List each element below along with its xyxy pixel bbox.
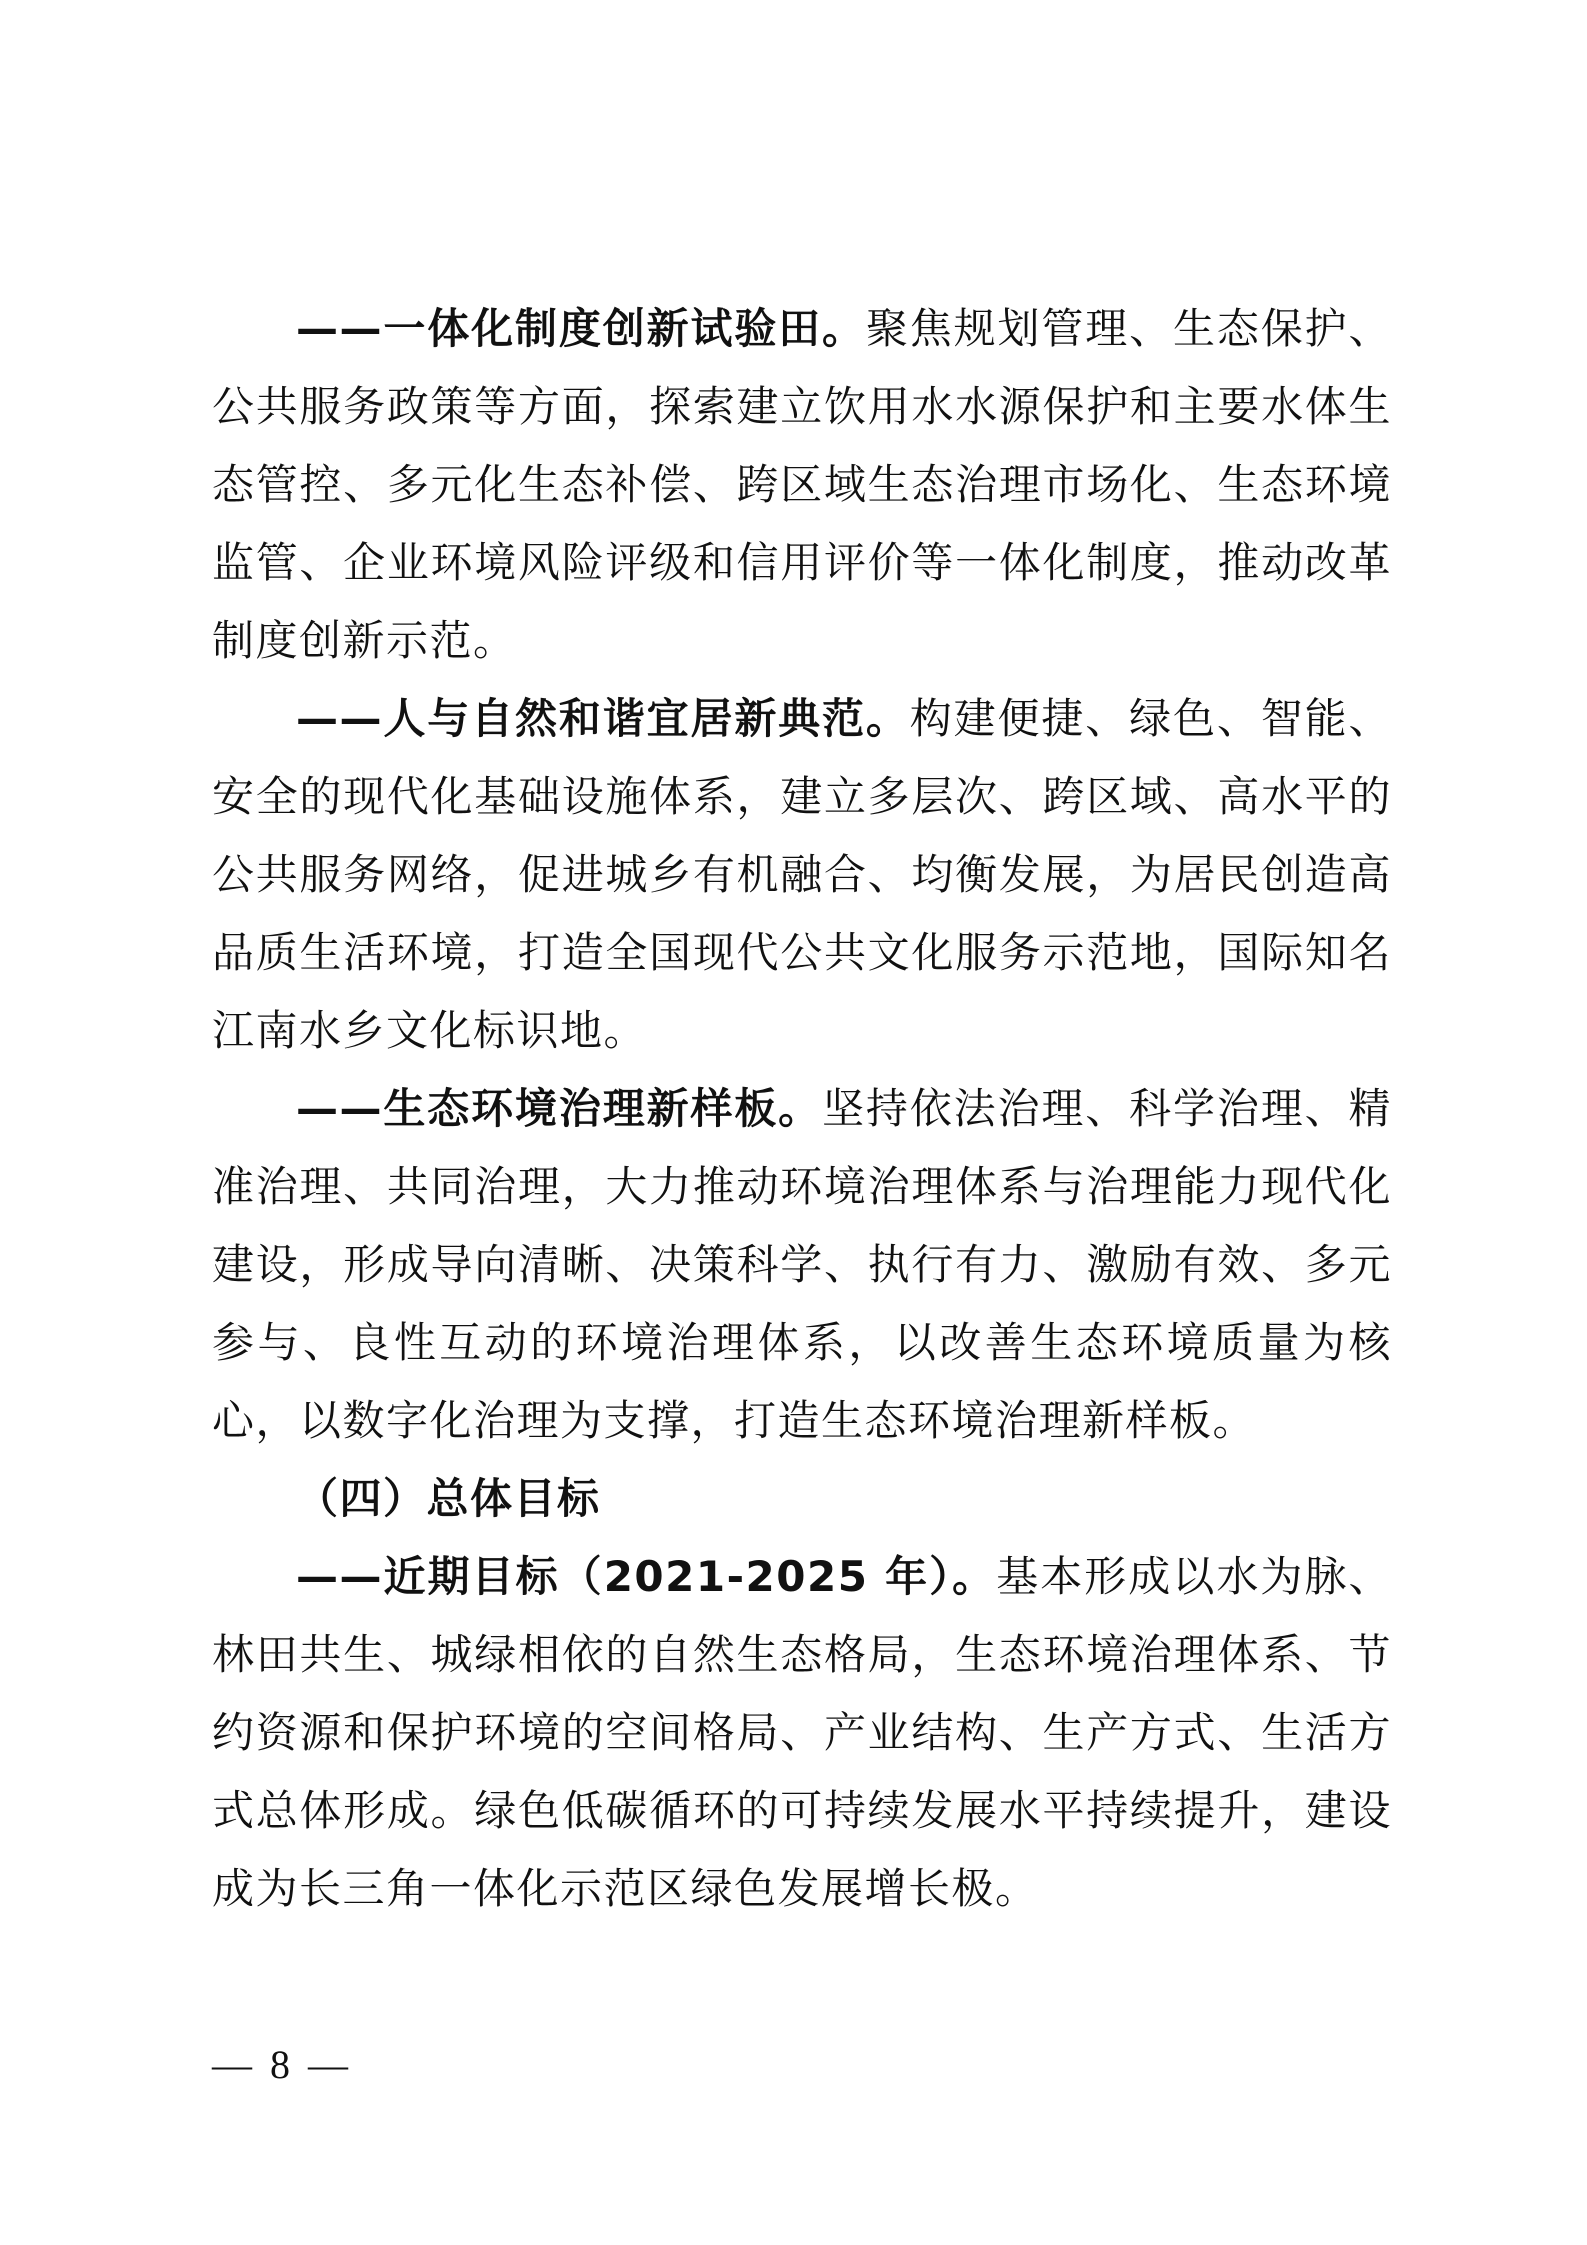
- section-heading: （四）总体目标: [296, 1474, 601, 1523]
- paragraph-lead: ——人与自然和谐宜居新典范。: [296, 694, 910, 743]
- paragraph-lead: ——近期目标（2021-2025 年）。: [296, 1552, 997, 1601]
- paragraph-near-term-goal: [212, 1538, 1392, 1928]
- paragraph-text: 基本形成以水为脉、林田共生、城绿相依的自然生态格局，生态环境治理体系、节约资源和保护环境的空间格局、产业结构、生产方式、生活方式总体形成。绿色低碳循环的可持续发展水平持续提升，建设成为长三角一体化示范区绿色发展增长极。: [212, 1552, 1392, 1913]
- paragraph-text: 构建便捷、绿色、智能、安全的现代化基础设施体系，建立多层次、跨区域、高水平的公共服务网络，促进城乡有机融合、均衡发展，为居民创造高品质生活环境，打造全国现代公共文化服务示范地，国际知名江南水乡文化标识地。: [212, 694, 1392, 1055]
- paragraph-text: 聚焦规划管理、生态保护、公共服务政策等方面，探索建立饮用水水源保护和主要水体生态管控、多元化生态补偿、跨区域生态治理市场化、生态环境监管、企业环境风险评级和信用评价等一体化制度，推动改革制度创新示范。: [212, 304, 1392, 665]
- paragraph-lead: ——生态环境治理新样板。: [296, 1084, 823, 1133]
- paragraph-lead: ——一体化制度创新试验田。: [296, 304, 866, 353]
- paragraph-livable-model: [212, 680, 1392, 1070]
- paragraph-institutional-innovation: [212, 290, 1392, 680]
- paragraph-environmental-governance: [212, 1070, 1392, 1460]
- paragraph-text: 坚持依法治理、科学治理、精准治理、共同治理，大力推动环境治理体系与治理能力现代化建设，形成导向清晰、决策科学、执行有力、激励有效、多元参与、良性互动的环境治理体系，以改善生态环境质量为核心，以数字化治理为支撑，打造生态环境治理新样板。: [212, 1084, 1392, 1445]
- page-number: — 8 —: [212, 2042, 352, 2087]
- document-body: [212, 290, 1392, 1928]
